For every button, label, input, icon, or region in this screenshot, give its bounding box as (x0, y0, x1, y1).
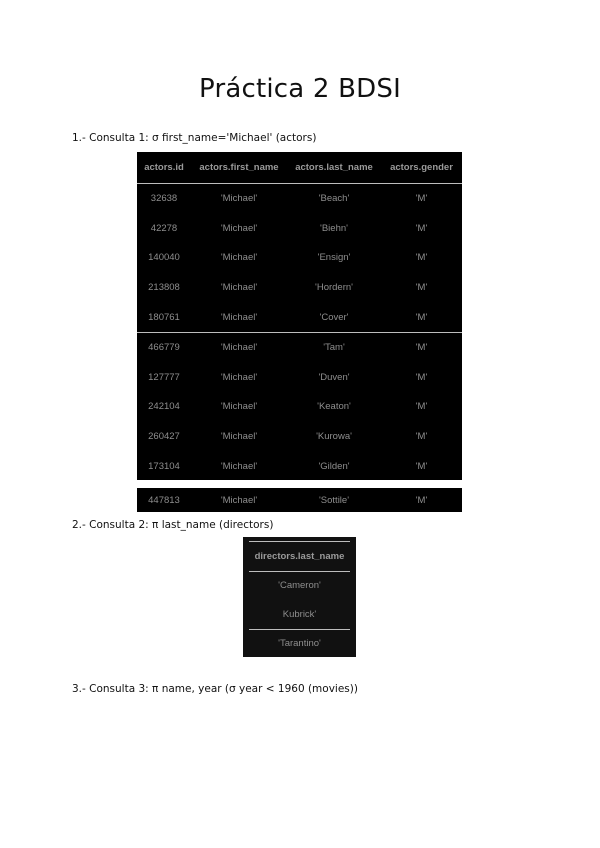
page-title: Práctica 2 BDSI (199, 74, 401, 104)
column-header: actors.last_name (295, 162, 373, 173)
table-row (137, 363, 462, 393)
table-cell: 447813 (148, 494, 180, 506)
table-row (137, 302, 462, 332)
table-cell: 'Gilden' (318, 460, 350, 472)
table-row (137, 184, 462, 214)
table-cell: 'Keaton' (317, 401, 351, 413)
table-cell: 173104 (148, 460, 180, 472)
table-cell: 213808 (148, 282, 180, 294)
query-3-label: 3.- Consulta 3: π name, year (σ year < 1960 (movies)) (72, 683, 358, 695)
table-cell: 'M' (415, 311, 428, 323)
column-header: actors.first_name (199, 162, 279, 173)
table-cell: 'Michael' (220, 431, 258, 443)
column-header: actors.gender (390, 162, 453, 173)
table-cell: 'Sottile' (318, 494, 350, 506)
table-cell: 'Michael' (220, 193, 258, 205)
table-header-row (137, 152, 462, 183)
table-cell: 'M' (415, 371, 428, 383)
table-cell: 127777 (148, 371, 180, 383)
actors-result-table-continued (137, 488, 462, 512)
table-cell: 'Tarantino' (278, 638, 321, 650)
actors-result-table (137, 152, 462, 480)
table-row (137, 273, 462, 303)
table-row (137, 214, 462, 244)
table-cell: 'Kurowa' (316, 431, 352, 443)
table-row (243, 572, 356, 601)
table-cell: 'M' (415, 252, 428, 264)
table-cell: 32638 (150, 193, 178, 205)
table-row (137, 392, 462, 422)
column-header: directors.last_name (254, 550, 345, 562)
table-cell: 'M' (415, 222, 428, 234)
table-row (243, 630, 356, 659)
table-row (137, 333, 462, 363)
table-cell: Kubrick' (282, 608, 317, 620)
table-cell: 'Biehn' (320, 222, 348, 234)
table-header-row (243, 542, 356, 571)
table-cell: 'Michael' (220, 282, 258, 294)
table-cell: 'M' (415, 401, 428, 413)
table-cell: 'Tam' (323, 342, 345, 354)
table-cell: 'Michael' (220, 311, 258, 323)
table-cell: 'Cameron' (278, 580, 321, 592)
table-cell: 140040 (148, 252, 180, 264)
table-cell: 'Michael' (220, 401, 258, 413)
table-cell: 'Ensign' (317, 252, 351, 264)
query-1-label: 1.- Consulta 1: σ first_name='Michael' (actors) (72, 132, 317, 144)
table-cell: 'M' (415, 342, 428, 354)
table-row (137, 451, 462, 481)
table-cell: 'M' (415, 431, 428, 443)
table-cell: 466779 (148, 342, 180, 354)
table-cell: 'Michael' (220, 252, 258, 264)
table-cell: 'Michael' (220, 342, 258, 354)
table-row (137, 488, 462, 512)
table-cell: 180761 (148, 311, 180, 323)
directors-result-table (243, 537, 356, 657)
table-cell: 'Hordern' (315, 282, 353, 294)
table-cell: 'Michael' (220, 371, 258, 383)
table-cell: 'Duven' (318, 371, 350, 383)
table-cell: 242104 (148, 401, 180, 413)
table-cell: 'Beach' (318, 193, 350, 205)
table-cell: 'Cover' (319, 311, 349, 323)
table-cell: 'Michael' (220, 494, 258, 506)
table-row (137, 422, 462, 452)
query-2-label: 2.- Consulta 2: π last_name (directors) (72, 519, 274, 531)
table-row (137, 243, 462, 273)
table-cell: 'M' (415, 193, 428, 205)
table-cell: 'Michael' (220, 460, 258, 472)
table-cell: 'M' (415, 460, 428, 472)
table-cell: 42278 (150, 222, 178, 234)
table-cell: 'M' (415, 282, 428, 294)
table-cell: 'M' (415, 494, 428, 506)
column-header: actors.id (144, 162, 184, 173)
table-row (243, 600, 356, 629)
table-cell: 260427 (148, 431, 180, 443)
table-cell: 'Michael' (220, 222, 258, 234)
